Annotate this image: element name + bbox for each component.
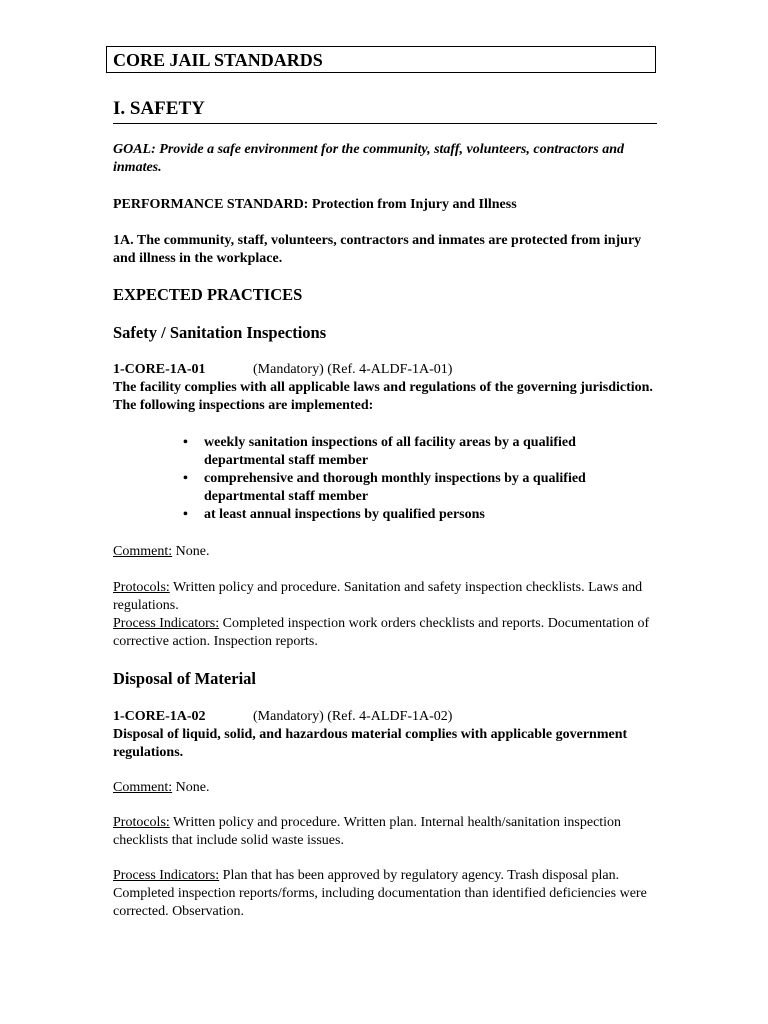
expected-practices-heading: EXPECTED PRACTICES [113,285,303,304]
list-item: • weekly sanitation inspections of all facility areas by a qualified departmental staff member [183,435,576,468]
process-indicators-text: Plan that has been approved by regulatory agency. Trash disposal plan. Completed inspection reports/forms, including documentation than identified deficiencies were corrected. Observation. [113,868,647,919]
process-indicators-line [113,867,658,921]
standard-code: 1-CORE-1A-01 [113,362,206,377]
comment-line [113,543,658,561]
protocols-line [113,814,658,850]
list-item: • comprehensive and thorough monthly inspections by a qualified departmental staff member [183,471,586,504]
comment-label: Comment: [113,780,173,795]
standard-code: 1-CORE-1A-02 [113,709,206,724]
standard-text: Disposal of liquid, solid, and hazardous material complies with applicable government regulations. [113,727,628,760]
protocols-line [113,579,658,615]
subsection-heading: Disposal of Material [113,669,256,688]
comment-text: None. [172,780,210,795]
performance-standard: PERFORMANCE STANDARD: Protection from Injury and Illness [113,197,517,212]
bullet-icon: • [183,471,188,486]
standard-text: The facility complies with all applicable laws and regulations of the governing jurisdiction. The following inspections are implemented: [113,380,653,413]
bullet-icon: • [183,507,188,522]
document-title: CORE JAIL STANDARDS [106,46,656,73]
protocols-text: Written policy and procedure. Written plan. Internal health/sanitation inspection checklists that include solid waste issues. [113,815,622,848]
process-indicators-text: Completed inspection work orders checklists and reports. Documentation of corrective action. Inspection reports. [113,616,650,649]
protocols-text: Written policy and procedure. Sanitation and safety inspection checklists. Laws and regulations. [113,580,643,613]
protocols-label: Protocols: [113,815,170,830]
subsection-heading: Safety / Sanitation Inspections [113,323,327,342]
goal-text: GOAL: Provide a safe environment for the community, staff, volunteers, contractors and inmates. [113,142,624,175]
process-indicators-line [113,615,658,651]
standard-code-line [113,361,658,379]
inspection-list [113,434,658,524]
protocols-label: Protocols: [113,580,170,595]
process-indicators-label: Process Indicators: [113,616,220,631]
standard-1a: 1A. The community, staff, volunteers, contractors and inmates are protected from injury and illness in the workplace. [113,233,642,266]
standard-reference: (Mandatory) (Ref. 4-ALDF-1A-01) [253,362,453,377]
section-title: I. SAFETY [113,98,657,124]
list-item: • at least annual inspections by qualified persons [183,507,485,522]
comment-text: None. [172,544,210,559]
standard-code-line [113,708,658,726]
bullet-icon: • [183,435,188,450]
comment-label: Comment: [113,544,173,559]
standard-reference: (Mandatory) (Ref. 4-ALDF-1A-02) [253,709,453,724]
comment-line [113,779,658,797]
document-page [113,46,658,919]
process-indicators-label: Process Indicators: [113,868,220,883]
